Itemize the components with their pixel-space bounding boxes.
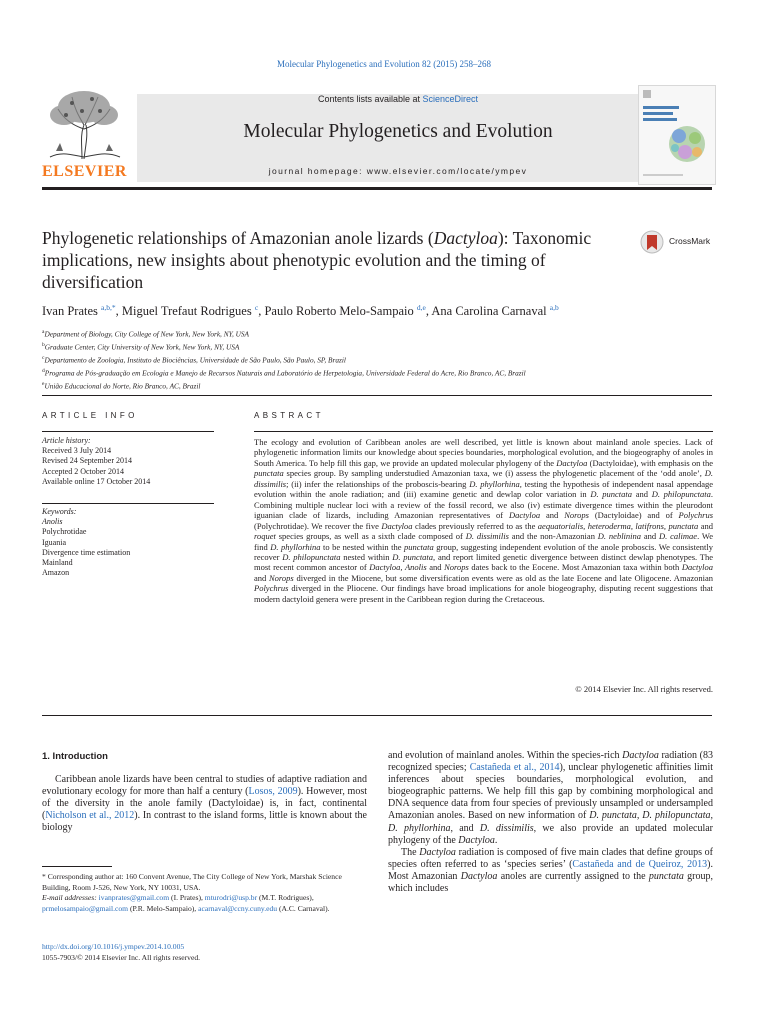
keyword: Polychrotidae (42, 527, 87, 537)
affiliation-text: Departamento de Zoologia, Instituto de Biociências, Universidade de São Paulo, São Paulo, SP, Brazil (44, 355, 346, 365)
author-list: Ivan Prates $^{a,b,*}$, Miguel Trefaut Rodrigues $^c$, Paulo Roberto Melo-Sampaio $^{d,e}$, Ana Carolina Carnaval $^{a,b}$ (42, 303, 559, 319)
affiliation-marker: a (42, 329, 45, 335)
italic-text: D. philopunctata (282, 551, 341, 562)
italic-text: punctata (648, 870, 684, 882)
italic-text: Norops (564, 510, 589, 521)
article-info-heading: ARTICLE INFO (42, 411, 138, 420)
text-run: and (641, 531, 660, 542)
italic-text: aequatorialis, heteroderma, latifrons, punctata (537, 520, 699, 531)
text-run: The (401, 846, 420, 858)
keywords-rule (42, 503, 214, 504)
reference-link[interactable]: Castañeda and de Queiroz, 2013 (572, 858, 708, 870)
italic-text: Dactyloa (419, 846, 456, 858)
article-title-genus: Dactyloa (433, 228, 498, 248)
italic-text: D. punctata (590, 489, 633, 500)
italic-text: Polychrus (678, 510, 714, 521)
italic-text: Dactyloa (681, 562, 713, 573)
doi-link[interactable]: http://dx.doi.org/10.1016/j.ympev.2014.10.005 (42, 942, 185, 951)
text-run: radiation (83 recognized species; (388, 750, 714, 774)
affiliation-text: Graduate Center, City University of New York, New York, NY, USA (44, 342, 240, 352)
history-date: Revised 24 September 2014 (42, 456, 132, 466)
text-run: and evolution of mainland anoles. Within the species-rich (388, 750, 623, 761)
text-run: nested within (340, 551, 393, 562)
italic-text: D. phyllorhina (270, 541, 321, 552)
text-run: and (426, 562, 445, 573)
text-run: and (698, 520, 713, 531)
crossmark-icon (640, 230, 666, 254)
history-date: Available online 17 October 2014 (42, 476, 151, 486)
text-run: The ecology and evolution of Caribbean anoles are well described, yet little is known about mainland anole species. Lack of phylogenetic information limits our knowledge about species boundaries, morphological evolution, and the biogeography of anoles in South America. To help fill this gap, we provide an updated molecular phylogeny of the (254, 437, 713, 468)
affiliation (42, 340, 722, 353)
text-run: . Combining multiple nuclear loci with a review of the fossil record, we also (iv) estimate divergence times within the pleurodont iguanian clade of lizards, including Amazonian representatives of (254, 489, 713, 521)
text-run: ). Most Amazonian (388, 858, 714, 882)
text-run: (P.R. Melo-Sampaio), (128, 903, 199, 913)
text-run: ). However, most of the diversity in the anole family (Dactyloidae) is, in fact, continental ( (42, 786, 367, 822)
affiliation-text: União Educacional do Norte, Rio Branco, AC, Brazil (44, 381, 201, 391)
footnote-rule (42, 866, 112, 867)
text-run: and (254, 572, 269, 583)
affiliation-marker: d (42, 368, 45, 375)
author-affiliation-marker[interactable]: a,b,* (101, 303, 116, 312)
contents-line (137, 94, 659, 104)
text-run: anoles are currently assigned to the (497, 870, 649, 882)
reference-link[interactable]: mturodri@usp.br (204, 893, 258, 903)
history-date: Received 3 July 2014 (42, 446, 112, 456)
text-run: , we also provide an updated molecular phylogeny of the (388, 822, 713, 846)
affiliation-marker: e (42, 381, 45, 388)
affiliation-text: Department of Biology, City College of New York, New York, NY, USA (44, 329, 249, 339)
italic-text: D. calimae (659, 531, 698, 542)
italic-text: punctata (254, 468, 284, 479)
author-affiliation-marker[interactable]: d,e (416, 303, 426, 312)
text-run: (M.T. Rodrigues), (257, 893, 314, 903)
keywords-label: Keywords: (42, 507, 77, 516)
text-run: species groups, as well as a sixth clade composed of (275, 531, 466, 542)
text-run: diverged in the Miocene, but some diversification events were as old as the late Eocene and late Oligocene. Amazonian (293, 572, 713, 583)
affiliation (42, 327, 722, 340)
sciencedirect-link[interactable]: ScienceDirect (422, 94, 479, 104)
journal-citation[interactable]: Molecular Phylogenetics and Evolution 82 (2015) 258–268 (277, 59, 491, 69)
abstract-heading: ABSTRACT (254, 411, 324, 420)
text-run: species group. By sampling understudied Amazonian taxa, we (i) assess the phylogenetic placement of the ‘odd anole’, (283, 468, 705, 479)
author-affiliation-marker[interactable]: c (254, 303, 259, 312)
intro-paragraph-2 (388, 847, 713, 895)
article-title-part-1: Phylogenetic relationships of Amazonian anole lizards ( (42, 228, 434, 248)
text-run: diverged in the Pliocene. Our findings have broad implications for anole biogeography, disputing recent suggestions that modern dactyloid genera were present in the Caribbean region during the Cretaceous. (254, 583, 713, 604)
body-rule (42, 715, 712, 716)
text-run: clades previously referred to as the (412, 520, 538, 531)
history-label: Article history: (42, 436, 91, 445)
text-run: * Corresponding author at: 160 Convent Avenue, The City College of New York, Marshak Science Building, Room J-526, New York, NY 10031, USA. (42, 872, 342, 892)
italic-text: roquet (254, 531, 276, 542)
italic-text: D. phyllorhina (469, 478, 520, 489)
journal-homepage[interactable]: journal homepage: www.elsevier.com/locate/ympev (268, 166, 528, 176)
reference-link[interactable]: prmelosampaio@gmail.com (42, 903, 129, 913)
abstract-rule (254, 431, 713, 432)
italic-text: D. punctata, D. philopunctata, D. phyllorhina (388, 810, 713, 834)
reference-link[interactable]: Losos, 2009 (248, 786, 298, 798)
text-run: , and (450, 822, 480, 834)
italic-text: Dactyloa (381, 520, 413, 531)
italic-text: Dactyloa (556, 457, 588, 468)
abstract-copyright: © 2014 Elsevier Inc. All rights reserved. (575, 684, 713, 694)
text-run: and (540, 510, 565, 521)
contents-prefix: Contents lists available at (317, 94, 423, 104)
text-run: ; (ii) infer the relationships of the proboscis-bearing (286, 478, 470, 489)
text-run: (Polychrotidae). We recover the five (254, 520, 382, 531)
meta-rule (42, 395, 712, 396)
crossmark-label: CrossMark (669, 236, 711, 246)
author-name: Ivan Prates (42, 304, 98, 319)
keyword: Iguania (42, 537, 66, 547)
author-name: Paulo Roberto Melo-Sampaio (264, 304, 414, 319)
italic-text: D. dissimilis (465, 531, 509, 542)
header-rule (42, 187, 712, 190)
reference-link[interactable]: ivanprates@gmail.com (98, 893, 170, 903)
italic-text: D. dissimilis (254, 468, 713, 489)
italic-text: Norops (269, 572, 294, 583)
keyword: Anolis (42, 517, 63, 527)
reference-link[interactable]: acarnaval@ccny.cuny.edu (198, 903, 278, 913)
affiliation (42, 379, 722, 392)
text-run: , and report limited genetic divergence between distinct dewlap phenotypes. The most recent common ancestor of (254, 551, 713, 573)
keyword: Divergence time estimation (42, 547, 131, 557)
abstract-text (254, 437, 713, 604)
text-run: (I. Prates), (169, 893, 205, 903)
keyword: Amazon (42, 568, 70, 578)
text-run: group, which includes (388, 870, 714, 895)
italic-text: Norops (444, 562, 469, 573)
italic-text: D. dissimilis (479, 822, 534, 834)
elsevier-logo (42, 85, 126, 183)
journal-cover-thumbnail (638, 85, 716, 185)
journal-header (42, 85, 712, 185)
italic-text: Dactyloa (508, 510, 541, 521)
text-run: radiation is composed of five main clades that define groups of species often referred to as ‘species series’ ( (388, 846, 714, 870)
intro-column-1 (42, 774, 367, 834)
intro-paragraph-1 (388, 750, 713, 847)
text-run: and the non-Amazonian (508, 531, 598, 542)
article-title-part-2: ): Taxonomic implications, new insights about phenotypic evolution and the timing of diversification (42, 228, 592, 292)
text-run: (Dactyloidae) and of (588, 510, 679, 521)
crossmark-button[interactable] (640, 230, 712, 254)
text-run: . We find (254, 531, 714, 552)
italic-text: E-mail addresses: (42, 893, 99, 903)
italic-text: Dactyloa (458, 834, 495, 846)
article-history (42, 436, 222, 487)
text-run: group, suggesting independent evolution of the anole proboscis. We consistently recover (254, 541, 713, 562)
affiliation-marker: b (42, 342, 45, 349)
corresponding-author-footnote (42, 872, 367, 914)
italic-text: Dactyloa, Anolis (369, 562, 427, 573)
italic-text: D. punctata (392, 551, 434, 562)
affiliation-marker: c (42, 355, 45, 362)
reference-link[interactable]: Nicholson et al., 2012 (45, 810, 135, 822)
issn-line: 1055-7903/© 2014 Elsevier Inc. All rights reserved. (42, 953, 201, 962)
text-run: . (494, 834, 498, 846)
author-name: Ana Carolina Carnaval (431, 304, 547, 319)
article-info-rule (42, 431, 214, 432)
text-run: Caribbean anole lizards have been central to studies of adaptive radiation and evolutionary ecology for more than half a century ( (42, 774, 367, 798)
italic-text: Dactyloa (622, 750, 659, 761)
italic-text: D. neblinina (597, 531, 642, 542)
text-run: to be nested within the (320, 541, 405, 552)
journal-title: Molecular Phylogenetics and Evolution (243, 121, 553, 142)
text-run: dates back to the Eocene. Most Amazonian taxa within both (468, 562, 682, 573)
keyword: Mainland (42, 558, 73, 568)
italic-text: Dactyloa (460, 870, 498, 882)
article-title (42, 227, 632, 293)
elsevier-tree-icon (42, 85, 126, 163)
italic-text: punctata (404, 541, 434, 552)
affiliation (42, 353, 722, 366)
elsevier-wordmark: ELSEVIER (42, 163, 127, 180)
text-run: (Dactyloidae), with emphasis on the (587, 457, 713, 468)
author-affiliation-marker[interactable]: a,b (549, 303, 559, 312)
intro-column-2 (388, 750, 713, 895)
reference-link[interactable]: Castañeda et al., 2014 (469, 762, 560, 774)
text-run: ). In contrast to the island forms, little is known about the biology (42, 810, 367, 834)
section-heading-introduction: 1. Introduction (42, 751, 108, 762)
affiliation-text: Programa de Pós-graduação em Ecologia e Manejo de Recursos Naturais and Laboratório de Herpetologia, Universidade Federal do Acre, Rio Branco, AC, Brazil (44, 368, 526, 378)
history-date: Accepted 2 October 2014 (42, 466, 124, 476)
text-run: ), unclear phylogenetic affinities limit inferences about species boundaries, morphological evolution, and biogeographic patterns. We help fill this gap by combining morphological and DNA sequence data from four species of previously unsampled or undersampled Amazonian anoles. Based on new information of (388, 762, 713, 822)
affiliation-list (42, 327, 722, 392)
affiliation (42, 366, 722, 379)
text-run: and (632, 489, 652, 500)
text-run: (A.C. Carnaval). (277, 903, 330, 913)
italic-text: D. philopunctata (651, 489, 711, 500)
journal-cover-icon (639, 86, 715, 184)
author-name: Miguel Trefaut Rodrigues (121, 304, 252, 319)
text-run: , testing the hypothesis of independent nasal appendage evolution within the anole radiation; and (iii) examine genetic and dewlap color variation in (254, 478, 714, 500)
keywords (42, 507, 222, 578)
italic-text: Polychrus (254, 583, 289, 594)
